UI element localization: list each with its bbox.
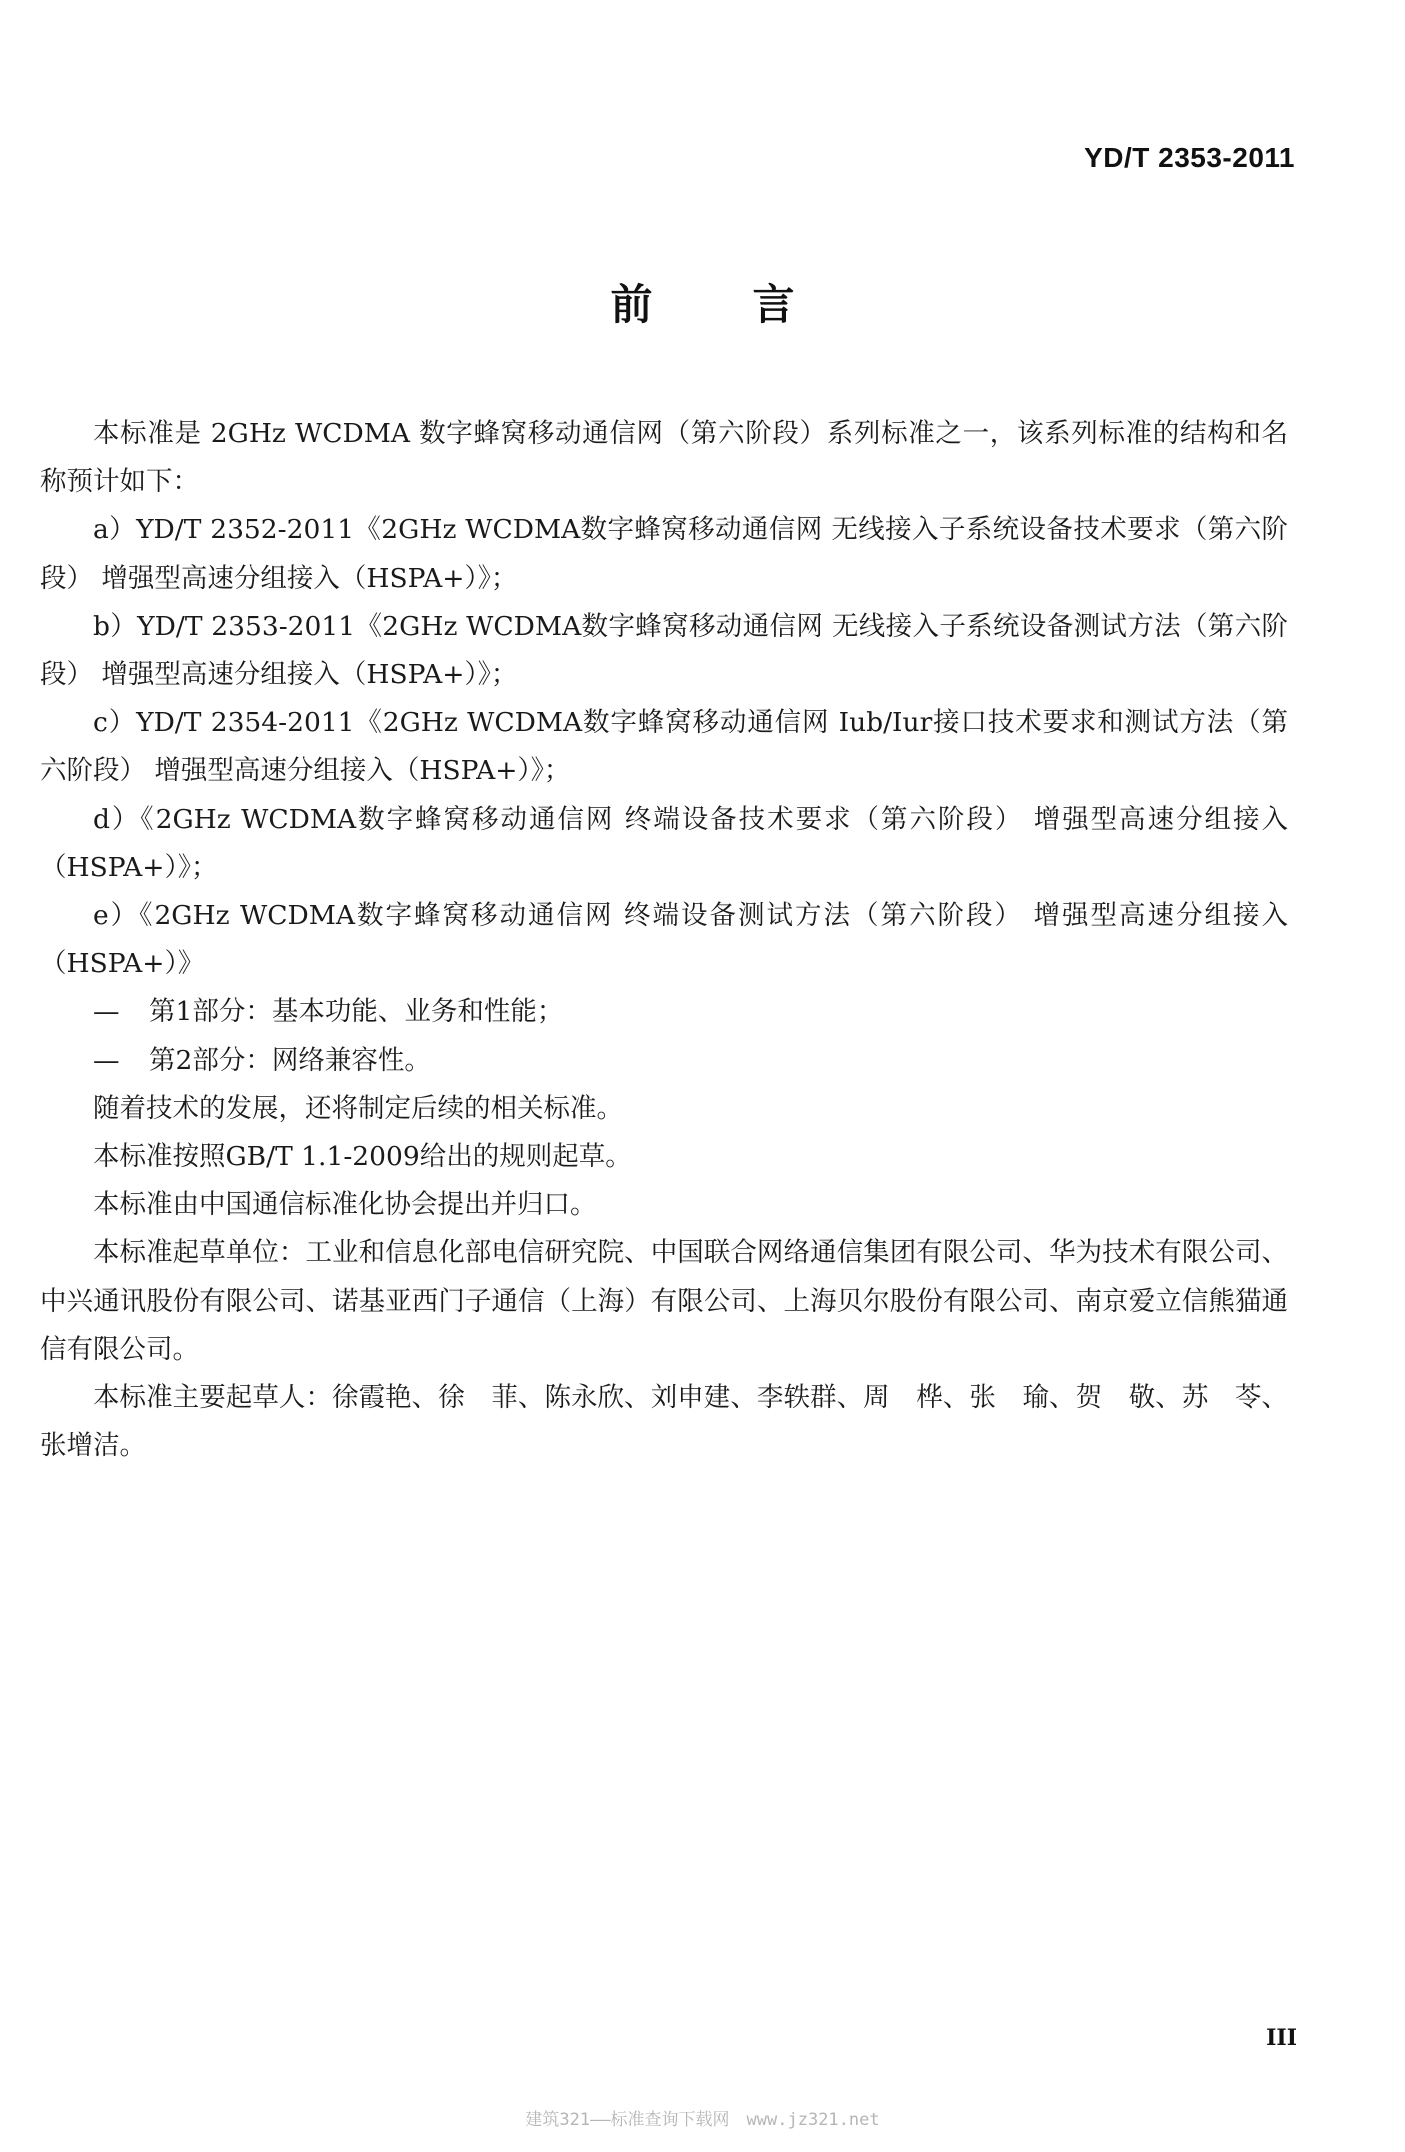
standard-code: YD/T 2353-2011: [1084, 142, 1295, 173]
sub-item-part-2: [40, 1037, 1288, 1085]
series-item-b: b）YD/T 2353-2011《2GHz WCDMA数字蜂窝移动通信网 无线接入子系统设备测试方法（第六阶段） 增强型高速分组接入（HSPA+）》；: [40, 610, 1288, 691]
page-number: III: [1266, 2025, 1297, 2051]
future-standards-paragraph: 随着技术的发展，还将制定后续的相关标准。: [93, 1092, 623, 1124]
series-item-d: d）《2GHz WCDMA数字蜂窝移动通信网 终端设备技术要求（第六阶段） 增强型高速分组接入（HSPA+）》；: [40, 803, 1288, 883]
proposer-paragraph: 本标准由中国通信标准化协会提出并归口。: [93, 1189, 597, 1221]
series-item-e: e）《2GHz WCDMA数字蜂窝移动通信网 终端设备测试方法（第六阶段） 增强型高速分组接入（HSPA+）》: [40, 900, 1288, 980]
sub-item-text: 第2部分：网络兼容性。: [149, 1044, 431, 1076]
drafting-rules-paragraph: 本标准按照GB/T 1.1-2009给出的规则起草。: [93, 1141, 632, 1173]
dash-marker: —: [93, 1044, 120, 1076]
drafting-units-paragraph: 本标准起草单位：工业和信息化部电信研究院、中国联合网络通信集团有限公司、华为技术有限公司、中兴通讯股份有限公司、诺基亚西门子通信（上海）有限公司、上海贝尔股份有限公司、南京爱立信熊猫通信有限公司。: [40, 1237, 1288, 1365]
page-title: 前言: [610, 280, 895, 329]
site-watermark: 建筑321——标准查询下载网 www.jz321.net: [525, 2110, 880, 2130]
foreword-body: [40, 410, 1288, 1470]
sub-item-text: 第1部分：基本功能、业务和性能；: [149, 996, 564, 1028]
series-item-a: a）YD/T 2352-2011《2GHz WCDMA数字蜂窝移动通信网 无线接入子系统设备技术要求（第六阶段） 增强型高速分组接入（HSPA+）》；: [40, 514, 1288, 594]
sub-item-part-1: [40, 988, 1288, 1036]
drafters-paragraph: 本标准主要起草人：徐霞艳、徐 菲、陈永欣、刘申建、李轶群、周 桦、张 瑜、贺 敬、苏 苓、张增洁。: [40, 1382, 1288, 1462]
intro-paragraph: 本标准是 2GHz WCDMA 数字蜂窝移动通信网（第六阶段）系列标准之一，该系列标准的结构和名称预计如下：: [40, 418, 1288, 498]
series-item-c: c）YD/T 2354-2011《2GHz WCDMA数字蜂窝移动通信网 Iub/Iur接口技术要求和测试方法（第六阶段） 增强型高速分组接入（HSPA+）》；: [40, 707, 1288, 787]
dash-marker: —: [93, 996, 120, 1028]
